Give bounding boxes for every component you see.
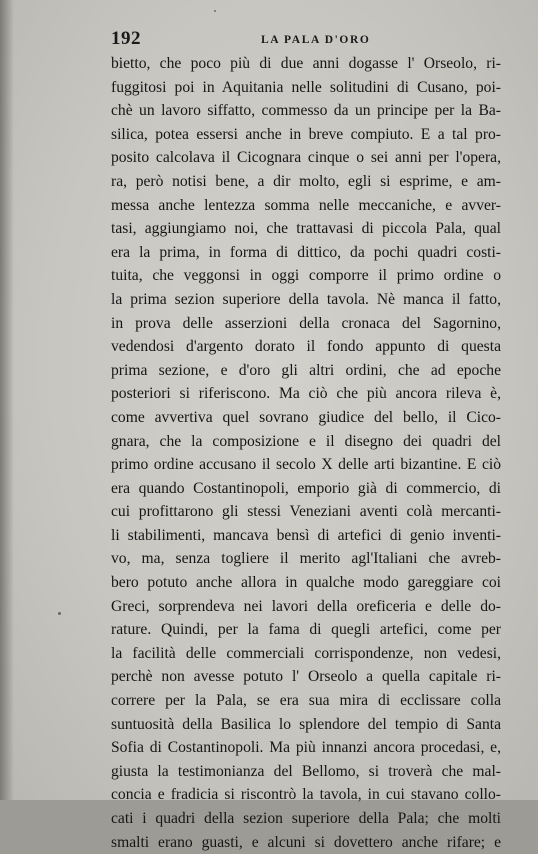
text-line: concia e fradicia si riscontrò la tavola, in cui stavano collo- bbox=[111, 786, 501, 804]
text-line: posteriori si riferiscono. Ma ciò che più ancora rileva è, bbox=[111, 385, 501, 403]
text-line: messa anche lentezza somma nelle meccaniche, e avver- bbox=[111, 196, 501, 214]
text-line: silica, potea essersi anche in breve compiuto. E a tal pro- bbox=[111, 125, 501, 143]
text-line: tasi, aggiungiamo noi, che trattavasi di piccola Pala, qual bbox=[111, 220, 501, 238]
text-line: fuggitosi poi in Aquitania nelle solitudini di Cusano, poi- bbox=[111, 78, 501, 96]
running-title: LA PALA D'ORO bbox=[261, 34, 371, 46]
paper-speck bbox=[58, 612, 61, 615]
text-line: smalti erano guasti, e alcuni si dovettero anche rifare; e bbox=[111, 833, 501, 851]
text-line: chè un lavoro siffatto, commesso da un principe per la Ba- bbox=[111, 102, 501, 120]
text-line: perchè non avesse potuto l' Orseolo a quella capitale ri- bbox=[111, 668, 501, 686]
text-line: primo ordine accusano il secolo X delle arti bizantine. E ciò bbox=[111, 456, 501, 474]
text-line: cati i quadri della sezion superiore della Pala; che molti bbox=[111, 810, 501, 827]
text-line: la facilità delle commerciali corrispondenze, non vedesi, bbox=[111, 644, 501, 662]
text-line: gnara, che la composizione e il disegno dei quadri del bbox=[111, 432, 501, 450]
text-line: posito calcolava il Cicognara cinque o sei anni per l'opera, bbox=[111, 149, 501, 167]
text-line: era quando Costantinopoli, emporio già di commercio, di bbox=[111, 479, 501, 497]
text-line: tuita, che veggonsi in oggi comporre il primo ordine o bbox=[111, 267, 501, 285]
text-line: rature. Quindi, per la fama di quegli artefici, come per bbox=[111, 621, 501, 639]
text-line: correre per la Pala, se era sua mira di ecclissare colla bbox=[111, 692, 501, 710]
gutter-shadow bbox=[0, 0, 14, 800]
text-line: la prima sezion superiore della tavola. Nè manca il fatto, bbox=[111, 290, 501, 308]
text-line: suntuosità della Basilica lo splendore del tempio di Santa bbox=[111, 715, 501, 733]
text-line: era la prima, in forma di dittico, da pochi quadri costi- bbox=[111, 243, 501, 261]
body-text bbox=[111, 52, 501, 854]
text-line: Greci, sorprendeva nei lavori della oreficeria e delle do- bbox=[111, 597, 501, 615]
text-line: vo, ma, senza togliere il merito agl'Italiani che avreb- bbox=[111, 550, 501, 568]
paper-speck bbox=[214, 10, 216, 12]
text-line: vedendosi d'argento dorato il fondo appunto di questa bbox=[111, 338, 501, 356]
text-line: giusta la testimonianza del Bellomo, si troverà che mal- bbox=[111, 762, 501, 780]
text-line: Sofia di Costantinopoli. Ma più innanzi ancora procedasi, e, bbox=[111, 739, 501, 757]
text-line: bietto, che poco più di due anni dogasse l' Orseolo, ri- bbox=[111, 55, 501, 72]
text-line: prima sezione, e d'oro gli altri ordini, che ad epoche bbox=[111, 361, 501, 379]
text-line: ra, però notisi bene, a dir molto, egli si esprime, e am- bbox=[111, 172, 501, 190]
text-line: li stabilimenti, mancava bensì di artefici di genio inventi- bbox=[111, 526, 501, 544]
text-line: bero potuto anche allora in qualche modo gareggiare coi bbox=[111, 574, 501, 592]
page-header bbox=[111, 28, 501, 52]
page-number: 192 bbox=[111, 28, 141, 49]
text-line: come avvertiva quel sovrano giudice del bello, il Cico- bbox=[111, 408, 501, 426]
text-line: in prova delle asserzioni della cronaca del Sagornino, bbox=[111, 314, 501, 332]
text-line: cui profittarono gli stessi Veneziani aventi colà mercanti- bbox=[111, 503, 501, 521]
